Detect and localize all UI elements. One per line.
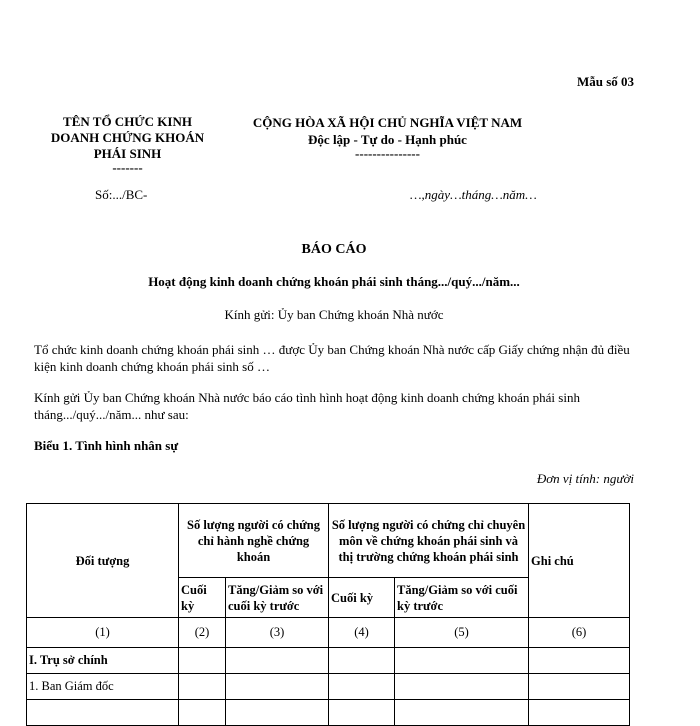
row-label: 1. Ban Giám đốc [27, 674, 179, 700]
table-cell[interactable] [529, 648, 630, 674]
table-cell[interactable] [179, 700, 226, 726]
header-end-period: Cuối kỳ [179, 578, 226, 618]
table-cell[interactable] [226, 700, 329, 726]
form-number: Mẫu số 03 [576, 74, 634, 89]
table-cell[interactable] [179, 648, 226, 674]
header-note: Ghi chú [529, 504, 630, 618]
table-row [27, 700, 630, 726]
header-change: Tăng/Giảm so với cuối kỳ trước [226, 578, 329, 618]
table-cell[interactable] [395, 648, 529, 674]
table-cell[interactable] [529, 700, 630, 726]
unit-note: Đơn vị tính: người [536, 471, 634, 486]
table-cell[interactable] [226, 648, 329, 674]
table-row [27, 674, 630, 700]
column-number: (5) [395, 618, 529, 648]
table-cell[interactable] [529, 674, 630, 700]
reference-number: Số:.../BC- [95, 187, 148, 202]
table-cell[interactable] [226, 674, 329, 700]
org-separator: ------- [112, 160, 143, 175]
row-label [27, 700, 179, 726]
column-number: (1) [27, 618, 179, 648]
table-cell[interactable] [329, 700, 395, 726]
table-cell[interactable] [329, 648, 395, 674]
table-header-row [27, 504, 630, 578]
column-number: (4) [329, 618, 395, 648]
column-number: (6) [529, 618, 630, 648]
table-cell[interactable] [179, 674, 226, 700]
table-cell[interactable] [329, 674, 395, 700]
nation-motto: Độc lập - Tự do - Hạnh phúc [308, 132, 467, 147]
column-number: (2) [179, 618, 226, 648]
table-row [27, 648, 630, 674]
column-number-row [27, 618, 630, 648]
national-heading-block [225, 114, 550, 160]
org-name-line: DOANH CHỨNG KHOÁN [50, 130, 205, 145]
date-line: …,ngày…tháng…năm… [410, 187, 537, 202]
intro-paragraph: Tổ chức kinh doanh chứng khoán phái sinh … được Ủy ban Chứng khoán Nhà nước cấp Giấy chứng nhận đủ điều kiện kinh doanh chứng khoán phái sinh số … [34, 342, 630, 374]
report-paragraph: Kính gửi Ủy ban Chứng khoán Nhà nước báo cáo tình hình hoạt động kinh doanh chứng khoán phái sinh tháng.../quý.../năm... như sau: [34, 390, 580, 422]
org-name-line: TÊN TỔ CHỨC KINH [63, 114, 192, 129]
addressee-line: Kính gửi: Ủy ban Chứng khoán Nhà nước [224, 307, 444, 322]
org-name-line: PHÁI SINH [93, 146, 162, 161]
row-label: I. Trụ sở chính [27, 648, 179, 674]
section-title: Biểu 1. Tình hình nhân sự [34, 438, 179, 453]
table-cell[interactable] [395, 674, 529, 700]
organization-name-block [30, 114, 225, 174]
header-change: Tăng/Giảm so với cuối kỳ trước [395, 578, 529, 618]
column-number: (3) [226, 618, 329, 648]
staff-table [26, 503, 630, 726]
nation-name: CỘNG HÒA XÃ HỘI CHỦ NGHĨA VIỆT NAM [252, 115, 523, 130]
report-subtitle: Hoạt động kinh doanh chứng khoán phái sinh tháng.../quý.../năm... [148, 274, 520, 289]
report-title: BÁO CÁO [301, 242, 367, 257]
header-subject: Đối tượng [27, 504, 179, 618]
table-cell[interactable] [395, 700, 529, 726]
header-derivatives-certificate: Số lượng người có chứng chỉ chuyên môn về chứng khoán phái sinh và thị trường chứng khoán phái sinh [329, 504, 529, 578]
nation-separator: --------------- [355, 146, 420, 161]
header-end-period: Cuối kỳ [329, 578, 395, 618]
header-practice-certificate: Số lượng người có chứng chỉ hành nghề chứng khoán [179, 504, 329, 578]
